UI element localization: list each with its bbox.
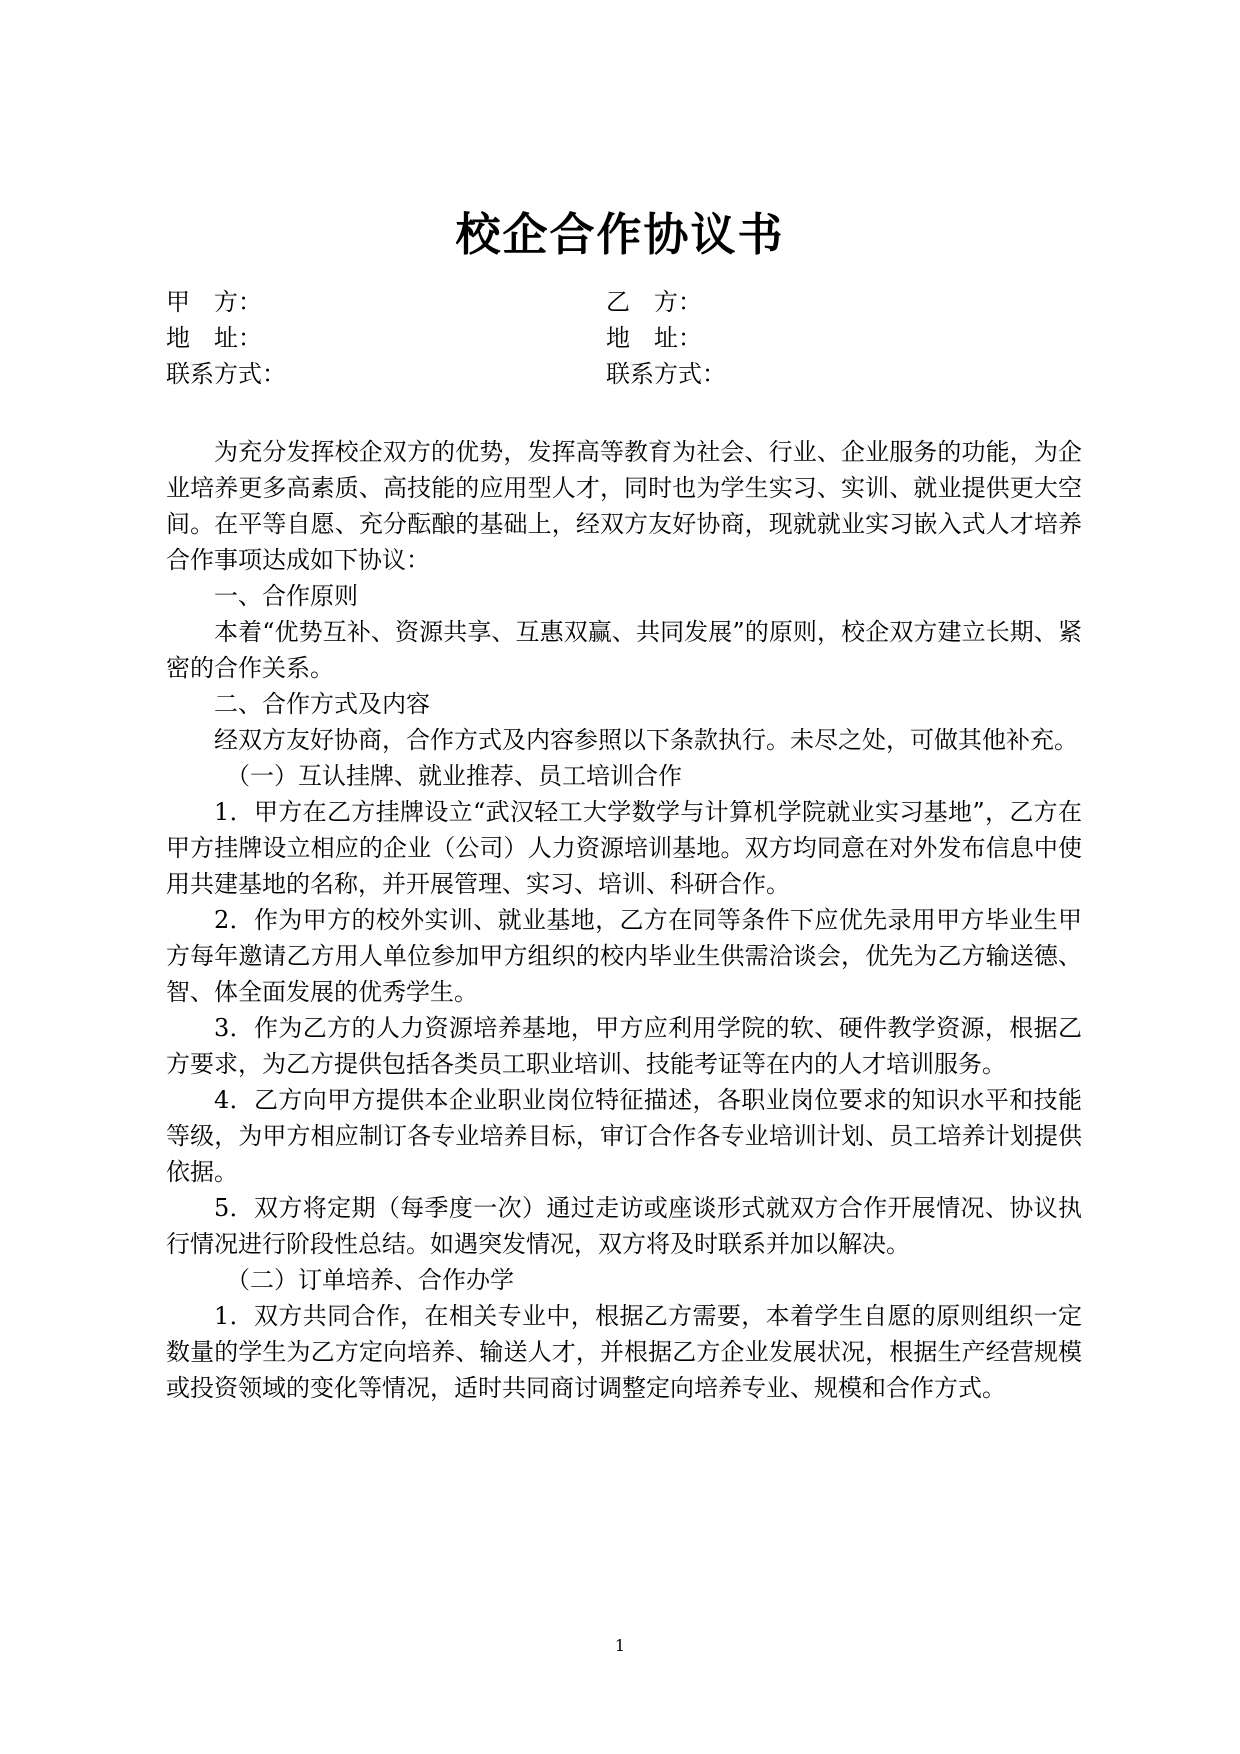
party-b-contact-label: 联系方式：	[606, 360, 726, 388]
page-number: 1	[614, 1636, 626, 1655]
subsection-heading-1: （一）互认挂牌、就业推荐、员工培训合作	[226, 762, 682, 790]
party-b-label: 乙 方：	[606, 288, 702, 316]
party-address-row	[166, 320, 1086, 356]
clause-1-3: 3．作为乙方的人力资源培养基地，甲方应利用学院的软、硬件教学资源，根据乙方要求，为乙方提供包括各类员工职业培训、技能考证等在内的人才培训服务。	[166, 1014, 1082, 1078]
party-a-contact-label: 联系方式：	[166, 360, 286, 388]
document-title: 校企合作协议书	[455, 208, 785, 261]
clause-1-5: 5．双方将定期（每季度一次）通过走访或座谈形式就双方合作开展情况、协议执行情况进行阶段性总结。如遇突发情况，双方将及时联系并加以解决。	[166, 1194, 1082, 1258]
party-name-row	[166, 284, 1086, 320]
cooperation-intro-paragraph: 经双方友好协商，合作方式及内容参照以下条款执行。未尽之处，可做其他补充。	[214, 726, 1078, 754]
agreement-body	[166, 434, 1082, 1406]
clause-1-4: 4．乙方向甲方提供本企业职业岗位特征描述，各职业岗位要求的知识水平和技能等级，为甲方相应制订各专业培养目标，审订合作各专业培训计划、员工培养计划提供依据。	[166, 1086, 1082, 1186]
party-contact-row	[166, 356, 1086, 392]
party-a-label: 甲 方：	[166, 288, 262, 316]
section-heading-principles: 一、合作原则	[214, 582, 358, 610]
clause-1-1: 1．甲方在乙方挂牌设立“武汉轻工大学数学与计算机学院就业实习基地”，乙方在甲方挂牌设立相应的企业（公司）人力资源培训基地。双方均同意在对外发布信息中使用共建基地的名称，并开展管理、实习、培训、科研合作。	[166, 798, 1082, 898]
section-heading-cooperation: 二、合作方式及内容	[214, 690, 430, 718]
clause-2-1: 1．双方共同合作，在相关专业中，根据乙方需要，本着学生自愿的原则组织一定数量的学生为乙方定向培养、输送人才，并根据乙方企业发展状况，根据生产经营规模或投资领域的变化等情况，适时共同商讨调整定向培养专业、规模和合作方式。	[166, 1302, 1082, 1402]
clause-1-2: 2．作为甲方的校外实训、就业基地，乙方在同等条件下应优先录用甲方毕业生甲方每年邀请乙方用人单位参加甲方组织的校内毕业生供需洽谈会，优先为乙方输送德、智、体全面发展的优秀学生。	[166, 906, 1082, 1006]
party-b-address-label: 地 址：	[606, 324, 702, 352]
preamble-paragraph: 为充分发挥校企双方的优势，发挥高等教育为社会、行业、企业服务的功能，为企业培养更多高素质、高技能的应用型人才，同时也为学生实习、实训、就业提供更大空间。在平等自愿、充分酝酿的基础上，经双方友好协商，现就就业实习嵌入式人才培养合作事项达成如下协议：	[166, 438, 1082, 574]
party-info-block	[166, 284, 1086, 392]
principles-paragraph: 本着“优势互补、资源共享、互惠双赢、共同发展”的原则，校企双方建立长期、紧密的合作关系。	[166, 618, 1082, 682]
subsection-heading-2: （二）订单培养、合作办学	[226, 1266, 514, 1294]
party-a-address-label: 地 址：	[166, 324, 262, 352]
